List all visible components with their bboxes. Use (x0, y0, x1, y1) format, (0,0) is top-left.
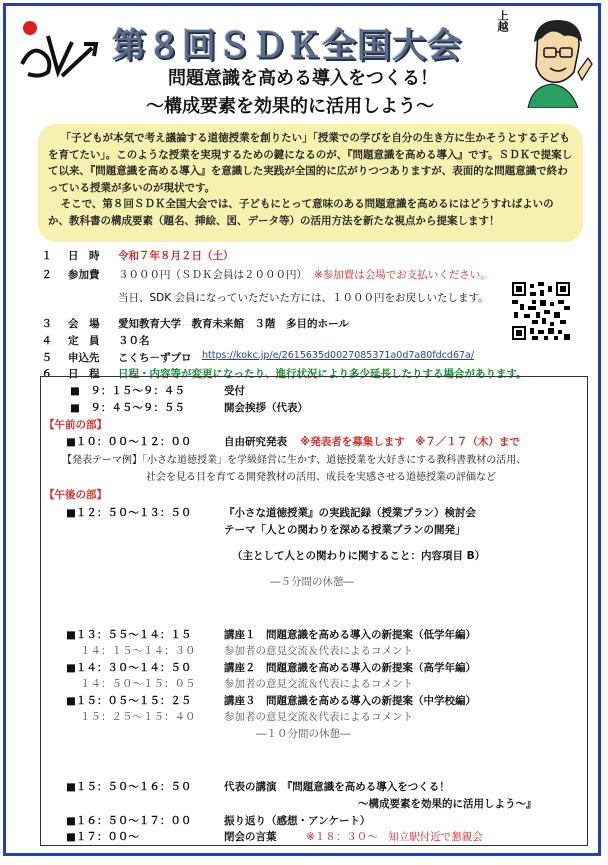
morning-desc: 自由研究発表 (224, 436, 287, 448)
page-title: 第８回ＳＤＫ全国大会 (112, 26, 462, 66)
closing-time: ■１７：００～ (66, 831, 139, 843)
intro-box (38, 124, 583, 242)
session1-theme: テーマ「人との関わりを深める授業プランの開発」 (224, 524, 466, 536)
date-value: 令和７年８月２日（土） (118, 250, 234, 262)
venue-number: ３ (41, 318, 52, 330)
break-1: ―５分間の休憩― (270, 576, 354, 588)
presenter-portrait (508, 12, 596, 108)
venue-value: 愛知教育大学 教育未来館 ３階 多目的ホール (118, 318, 349, 330)
date-label: 日 時 (68, 250, 100, 262)
schedule-item-time: ■ ９：１５～９：４５ (70, 385, 185, 397)
lecture-1-time: ■１３：５５～１４：１５ (66, 629, 192, 641)
portrait-caption: 上越 (496, 10, 509, 32)
intro-paragraph-2: そこで、第８回ＳＤＫ全国大会では、子どもにとって意味のある問題意識を高めるにはどうすればよいのか、教科書の構成要素（題名、挿絵、図、データ等）の活用方法を新たな視点から提案します！ (48, 198, 554, 227)
intro-paragraph-1: 「子どもが本気で考え議論する道徳授業を創りたい」「授業での学びを自分の生き方に生かそうとする子どもを育てたい」。このような授業を実現するための鍵になるのが、『問題意識を高める導入』です。ＳＤＫで提案して以来、『問題意識を高める導入』を意識した実践が全国的に広がりつつありますが、表面的な問題意識で終わっている授業が多いのが現状です。 (48, 132, 573, 194)
sdk-logo (18, 14, 102, 84)
session1-content: （主として人との関わりに関すること：内容項目 B） (232, 550, 486, 562)
morning-example-2: 社会を見る目を育てる開発教材の活用、成長を実感させる道徳授業の評価など (146, 472, 496, 483)
session1-desc: 『小さな道徳授業』の実践記録（授業プラン）検討会 (224, 507, 476, 519)
morning-note: ※発表者を募集します ※７／１７（木）まで (300, 436, 520, 448)
closing-desc: 閉会の言葉 (224, 831, 277, 843)
apply-label: 申込先 (68, 352, 100, 364)
apply-link[interactable]: https://kokc.jp/e/2615635d0027085371a0d7a80fdcd67a/ (202, 350, 475, 361)
keynote-desc-2: ～構成要素を効果的に活用しよう～』 (358, 798, 537, 810)
lecture-3-sub-time: １５：２５～１５：４０ (80, 711, 196, 723)
lecture-2-sub-time: １４：５０～１５：０５ (80, 678, 196, 690)
schedule-item-desc: 受付 (224, 385, 245, 397)
lecture-3-time: ■１５：０５～１５：２５ (66, 695, 192, 707)
schedule-number: ６ (41, 368, 52, 380)
lecture-2-desc: 講座２ 問題意識を高める導入の新提案（高学年編） (224, 662, 476, 674)
apply-number: ５ (41, 352, 52, 364)
keynote-time: ■１５：５０～１６：５０ (66, 781, 192, 793)
lecture-2-sub-desc: 参加者の意見交流＆代表によるコメント (224, 678, 413, 690)
schedule-item-time: ■ ９：４５～９：５５ (70, 402, 185, 414)
morning-time: ■１０：００～１２：００ (66, 436, 192, 448)
fee-refund: 当日、SDK 会員になっていただいた方には、１０００円をお戻しいたします。 (118, 292, 489, 304)
morning-example-1: 【発表テーマ例】「小さな道徳授業」を学級経営に生かす、道徳授業を大好きにする教科書教材の活用、 (62, 455, 527, 466)
apply-value: こくち－ずプロ (118, 352, 192, 364)
closing-note: ※１８：３０～ 知立駅付近で懇親会 (306, 831, 483, 843)
review-time: ■１６：５０～１７：００ (66, 815, 192, 827)
date-number: １ (41, 250, 52, 262)
subtitle-2: ～構成要素を効果的に活用しよう～ (146, 96, 434, 117)
afternoon-section-label: 【午後の部】 (44, 489, 107, 501)
fee-label: 参加費 (68, 269, 100, 281)
capacity-label: 定 員 (68, 335, 100, 347)
subtitle-1: 問題意識を高める導入をつくる！ (168, 68, 438, 89)
lecture-1-desc: 講座１ 問題意識を高める導入の新提案（低学年編） (224, 629, 476, 641)
lecture-2-time: ■１４：３０～１４：５０ (66, 662, 192, 674)
keynote-desc: 代表の講演 『問題意識を高める導入をつくる！ (224, 781, 450, 793)
lecture-3-desc: 講座３ 問題意識を高める導入の新提案（中学校編） (224, 695, 476, 707)
fee-note: ※参加費は会場でお支払いください。 (314, 269, 491, 281)
qr-code[interactable] (512, 282, 570, 340)
lecture-3-sub-desc: 参加者の意見交流＆代表によるコメント (224, 711, 413, 723)
capacity-value: ３０名 (118, 335, 150, 347)
session1-time: ■１２：５０～１３：５０ (66, 507, 192, 519)
lecture-1-sub-time: １４：１５～１４：３０ (80, 645, 196, 657)
schedule-note: 日程・内容等が変更になったり、進行状況により多少延長したりする場合があります。 (118, 368, 527, 380)
capacity-number: ４ (41, 335, 52, 347)
schedule-label: 日 程 (68, 368, 100, 380)
venue-label: 会 場 (68, 318, 100, 330)
schedule-item-desc: 開会挨拶（代表） (224, 402, 308, 414)
morning-section-label: 【午前の部】 (44, 419, 107, 431)
lecture-1-sub-desc: 参加者の意見交流＆代表によるコメント (224, 645, 413, 657)
fee-value: ３０００円（ＳＤＫ会員は２０００円） (118, 269, 307, 281)
break-2: ―１０分間の休憩― (256, 728, 351, 740)
review-desc: 振り返り（感想・アンケート） (224, 815, 371, 827)
fee-number: ２ (41, 269, 52, 281)
